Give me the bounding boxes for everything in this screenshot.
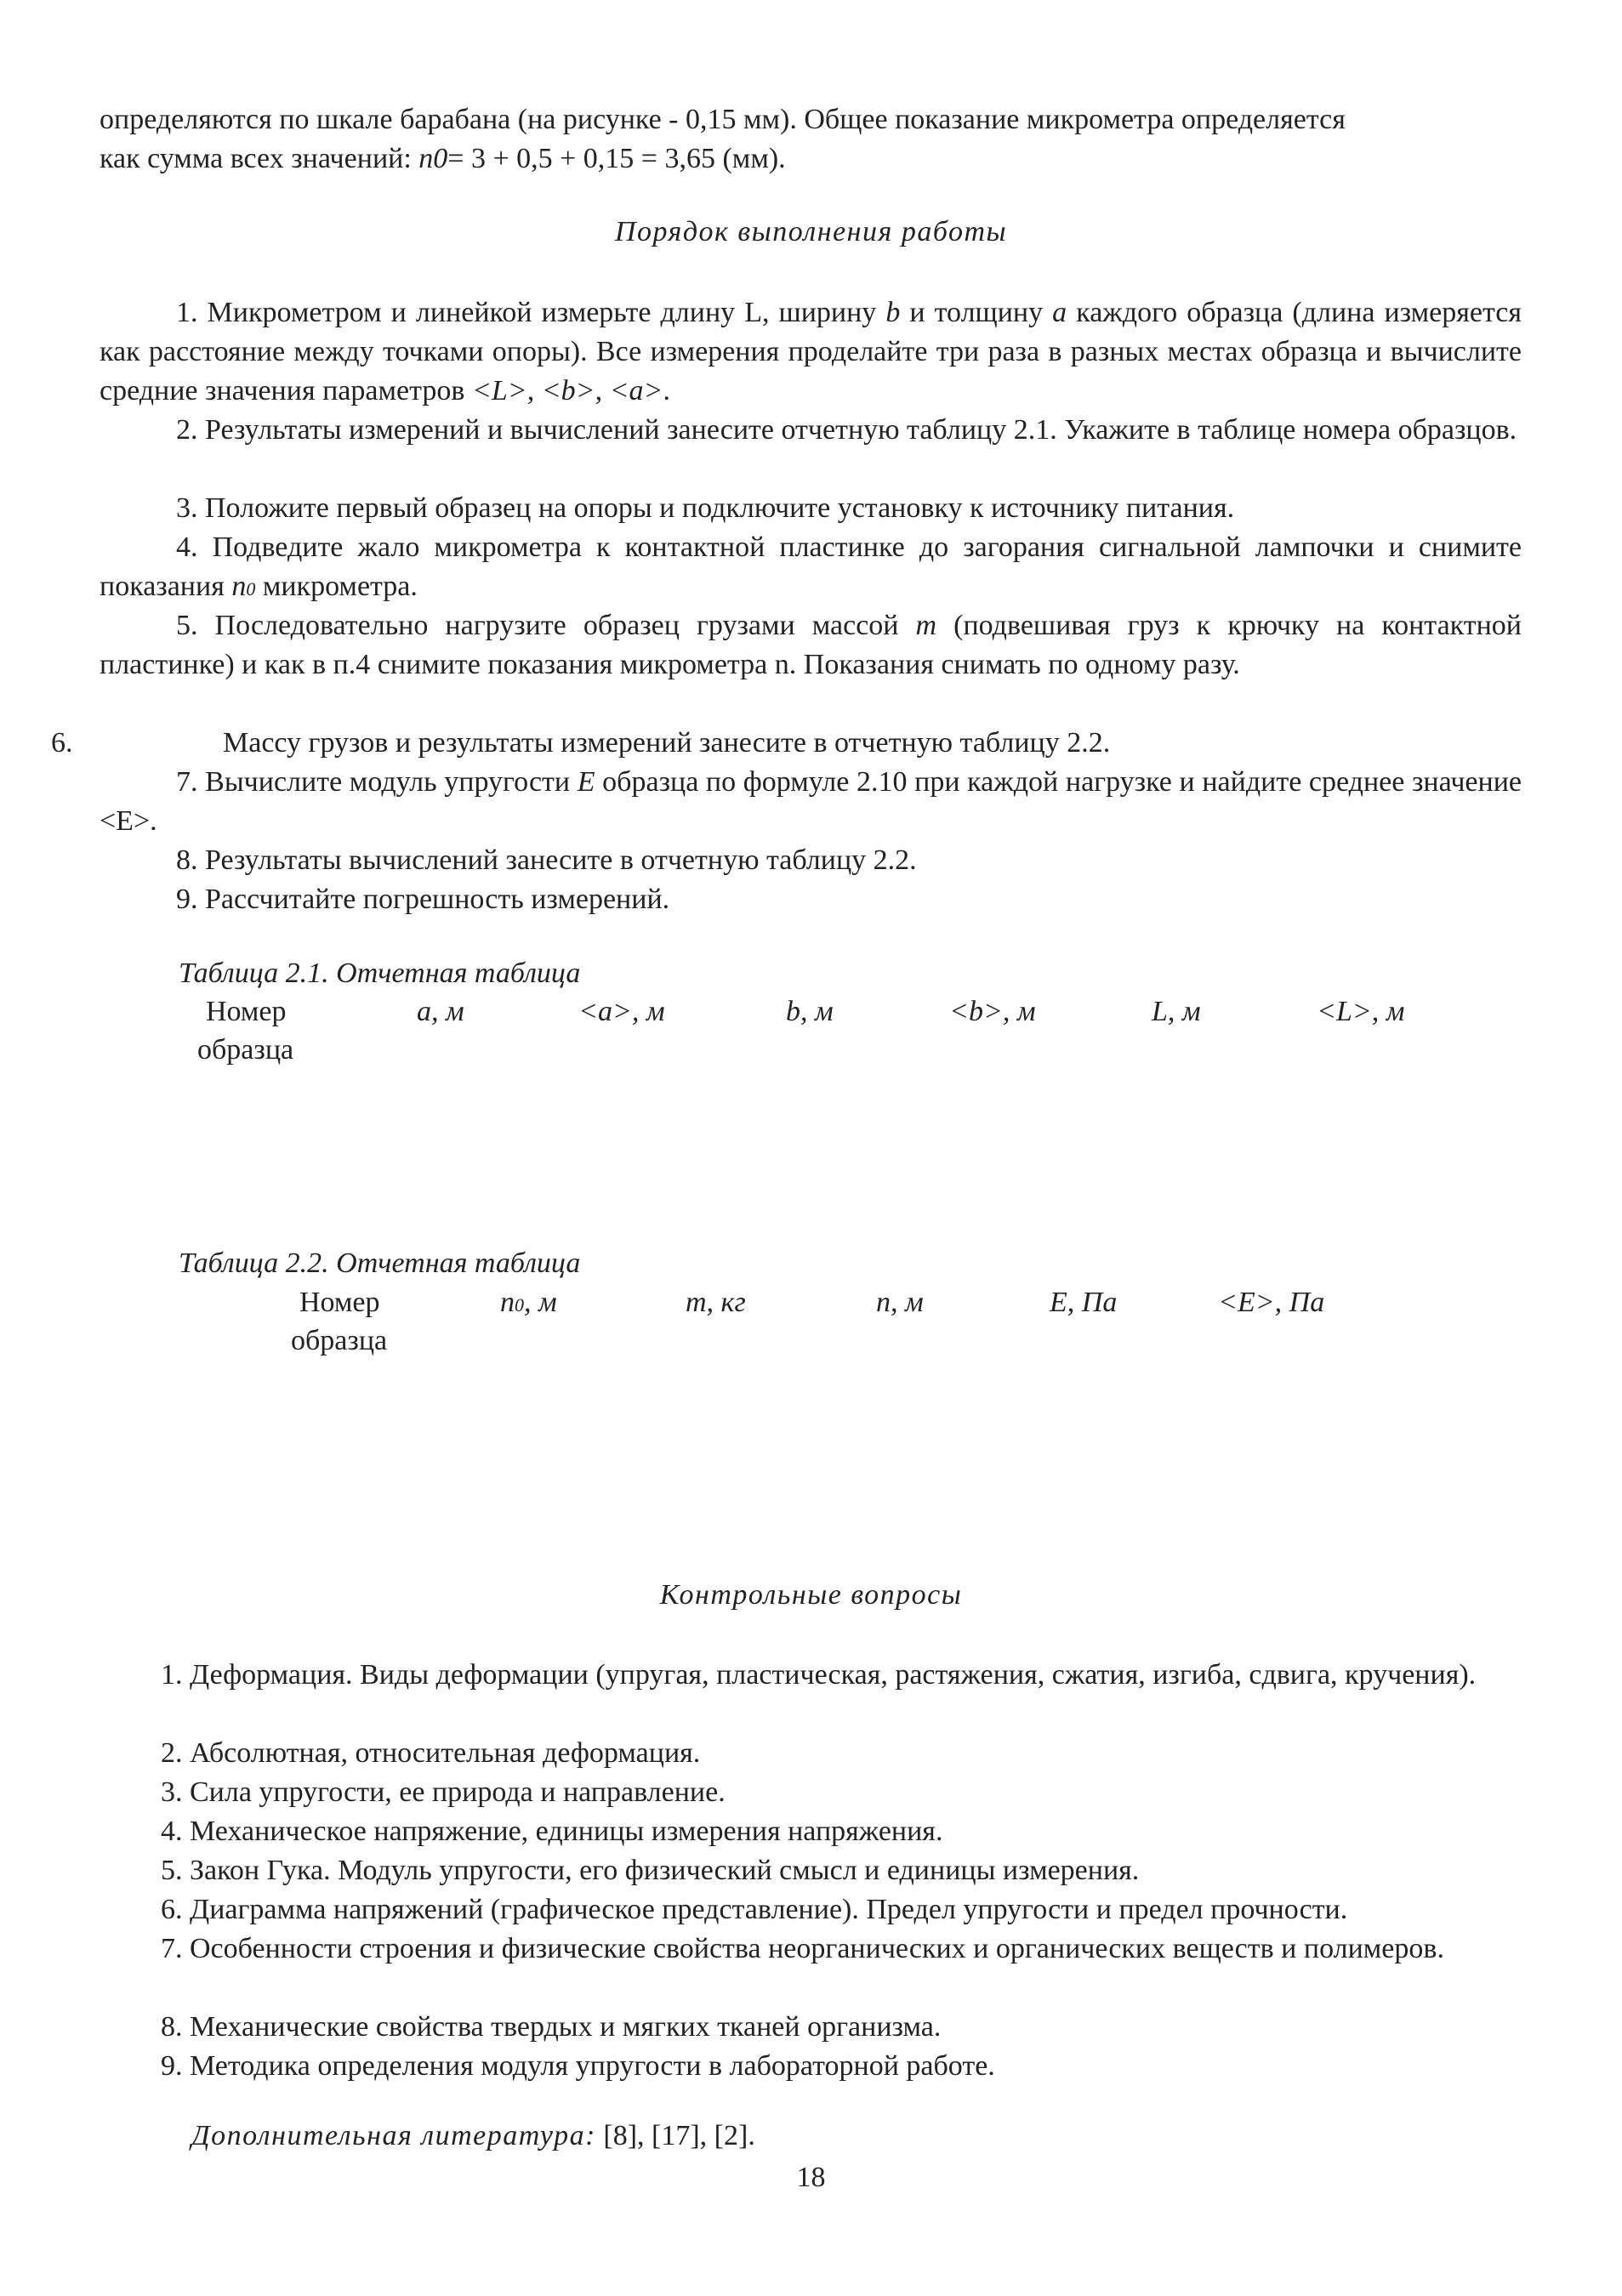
table-2-1-caption: Таблица 2.1. Отчетная таблица xyxy=(179,958,581,989)
intro-line-2-text: как сумма всех значений: xyxy=(100,143,419,174)
question-6 xyxy=(100,1890,1522,1929)
table-2-1-col-number: Номер xyxy=(206,996,287,1027)
procedure-heading: Порядок выполнения работы xyxy=(614,216,1008,247)
step-5-text: 5. Последовательно нагрузите образец грузами массой xyxy=(176,610,916,641)
procedure-step-2 xyxy=(100,411,1522,450)
var-m: m xyxy=(915,610,937,641)
step-5-text-2: (подвешивая груз к крючку на контактной пластинке) и как в п.4 снимите показания микрометра n. Показания снимать по одному разу. xyxy=(100,610,1522,680)
procedure-step-4 xyxy=(100,528,1522,609)
table-2-1-col-sample: образца xyxy=(197,1034,294,1066)
var-a: a xyxy=(1052,297,1067,328)
step-1-text-3: каждого образца (длина измеряется как расстояние между точками опоры). Все измерения проделайте три раза в разных местах образца и вычислите средние значения параметров xyxy=(100,297,1522,406)
question-5-text: 5. Закон Гука. Модуль упругости, его физический смысл и единицы измерения. xyxy=(161,1855,1140,1886)
table-2-2-col-sample: образца xyxy=(291,1325,388,1356)
table-2-2-col-n: n, м xyxy=(876,1287,924,1318)
procedure-step-9 xyxy=(100,880,1522,919)
table-2-1-col-b-avg: <b>, м xyxy=(949,996,1036,1027)
intro-line-1-text: определяются по шкале барабана (на рисунке - 0,15 мм). Общее показание микрометра определяется xyxy=(100,104,1346,135)
step-1-text: 1. Микрометром и линейкой измерьте длину L, ширину xyxy=(176,297,886,328)
question-2 xyxy=(100,1734,1522,1773)
question-1 xyxy=(100,1656,1522,1695)
step-8-text: 8. Результаты вычислений занесите в отчетную таблицу 2.2. xyxy=(176,844,917,876)
table-2-2-col-n0 xyxy=(500,1287,557,1319)
question-9 xyxy=(100,2047,1522,2086)
table-2-2-col-n0-unit: , м xyxy=(524,1287,557,1318)
var-b: b xyxy=(885,297,901,328)
question-3 xyxy=(100,1773,1522,1812)
table-2-1-col-a: a, м xyxy=(417,996,464,1027)
table-2-2-col-E: E, Па xyxy=(1050,1287,1118,1318)
table-2-2-col-number: Номер xyxy=(299,1287,380,1318)
intro-line-2-formula: = 3 + 0,5 + 0,15 = 3,65 (мм). xyxy=(447,143,786,174)
page-number: 18 xyxy=(796,2162,826,2193)
intro-var-n0: n0 xyxy=(418,143,448,174)
question-2-text: 2. Абсолютная, относительная деформация. xyxy=(161,1737,701,1769)
intro-line-2 xyxy=(100,139,1522,179)
procedure-step-3 xyxy=(100,489,1522,528)
step-4-text-2: микрометра. xyxy=(255,571,418,602)
question-8 xyxy=(100,2008,1522,2047)
question-6-text: 6. Диаграмма напряжений (графическое представление). Предел упругости и предел прочности. xyxy=(161,1894,1348,1925)
procedure-step-5 xyxy=(100,606,1522,685)
step-1-text-2: и толщину xyxy=(900,297,1053,328)
step-1-end: . xyxy=(663,375,670,406)
literature xyxy=(191,2120,755,2152)
step-6-number: 6. xyxy=(51,727,73,759)
question-7 xyxy=(100,1929,1522,1969)
procedure-step-8 xyxy=(100,841,1522,880)
question-5 xyxy=(100,1851,1522,1890)
literature-refs: [8], [17], [2]. xyxy=(595,2120,755,2151)
question-7-text: 7. Особенности строения и физические свойства неорганических и органических веществ и полимеров. xyxy=(161,1933,1444,1964)
step-1-params: <L>, <b>, <a> xyxy=(471,375,663,406)
step-7-text: 7. Вычислите модуль упругости xyxy=(176,766,578,798)
table-2-1-col-L: L, м xyxy=(1152,996,1201,1027)
intro-line-1 xyxy=(100,100,1522,139)
step-3-text: 3. Положите первый образец на опоры и подключите установку к источнику питания. xyxy=(176,492,1235,524)
step-7-text-2: образца по формуле 2.10 при каждой нагрузке и найдите среднее значение <E>. xyxy=(100,766,1522,837)
table-2-2-col-n0-var: n xyxy=(500,1287,515,1318)
table-2-1-col-a-avg: <a>, м xyxy=(578,996,665,1027)
step-9-text: 9. Рассчитайте погрешность измерений. xyxy=(176,884,670,915)
var-n0-subscript: 0 xyxy=(246,578,256,600)
step-2-text: 2. Результаты измерений и вычислений занесите отчетную таблицу 2.1. Укажите в таблице номера образцов. xyxy=(176,414,1517,446)
procedure-step-7 xyxy=(100,763,1522,841)
literature-label: Дополнительная литература: xyxy=(191,2120,596,2151)
procedure-step-1 xyxy=(100,293,1522,411)
table-2-2-col-E-avg: <E>, Па xyxy=(1218,1287,1325,1318)
table-2-2-col-m: m, кг xyxy=(686,1287,746,1318)
question-4-text: 4. Механическое напряжение, единицы измерения напряжения. xyxy=(161,1816,943,1847)
table-2-1-col-L-avg: <L>, м xyxy=(1317,996,1405,1027)
table-2-2-caption: Таблица 2.2. Отчетная таблица xyxy=(179,1247,581,1279)
question-4 xyxy=(100,1812,1522,1851)
var-n0: n xyxy=(231,571,247,602)
procedure-step-6: Массу грузов и результаты измерений занесите в отчетную таблицу 2.2. xyxy=(223,727,1111,759)
var-e: E xyxy=(577,766,595,798)
question-1-text: 1. Деформация. Виды деформации (упругая, пластическая, растяжения, сжатия, изгиба, сдвига, кручения). xyxy=(161,1659,1477,1691)
question-3-text: 3. Сила упругости, ее природа и направление. xyxy=(161,1776,726,1808)
questions-heading: Контрольные вопросы xyxy=(659,1579,963,1611)
question-9-text: 9. Методика определения модуля упругости в лабораторной работе. xyxy=(161,2050,995,2082)
table-2-2-col-n0-subscript: 0 xyxy=(515,1294,524,1316)
question-8-text: 8. Механические свойства твердых и мягких тканей организма. xyxy=(161,2011,942,2043)
table-2-1-col-b: b, м xyxy=(786,996,834,1027)
step-4-text: 4. Подведите жало микрометра к контактной пластинке до загорания сигнальной лампочки и снимите показания xyxy=(100,531,1522,602)
